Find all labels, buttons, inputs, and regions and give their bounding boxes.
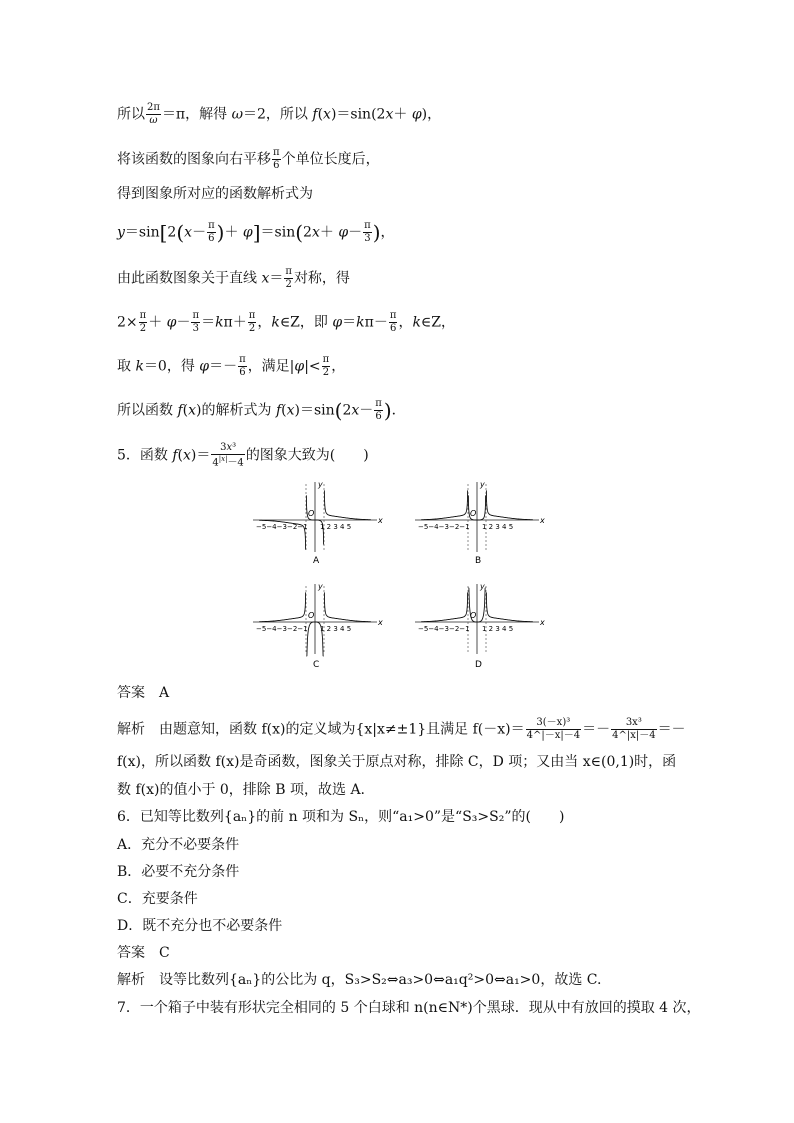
function-curve xyxy=(324,490,370,519)
origin-label: O xyxy=(308,611,315,620)
function-curve xyxy=(421,592,467,621)
x-axis-label: x xyxy=(378,618,383,627)
question-7: 7．一个箱子中装有形状完全相同的 5 个白球和 n(n∈N*)个黑球．现从中有放回的摸取 4 次， xyxy=(117,1000,701,1016)
graph-c xyxy=(253,582,383,670)
negative-tick-labels: −5−4−3−2−1 xyxy=(256,625,308,633)
x-axis-label: x xyxy=(540,618,545,627)
graph-d xyxy=(415,582,545,670)
function-curve xyxy=(421,490,467,519)
text-line-3: 得到图象所对应的函数解析式为 xyxy=(117,186,313,202)
y-axis-label: y xyxy=(480,480,485,489)
analysis-5-line-1: 解析 由题意知，函数 f(x)的定义域为{x|x≠±1}且满足 f(－x)＝ $\frac{\text{3(－x)³}}{4\^{}|-x|-4}$ ＝－ $\frac{\text{3x³}}{4\^{}|x|-4}$ ＝－ xyxy=(117,717,686,741)
origin-label: O xyxy=(308,509,315,518)
function-curve xyxy=(259,592,305,621)
choice-label: C xyxy=(313,660,320,670)
text-line-8: 所以函数 f(x)的解析式为 f(x)＝sin(2x－ $\frac{\pi}{6}$ )． xyxy=(117,398,406,423)
analysis-5-line-3: 数 f(x)的值小于 0，排除 B 项，故选 A. xyxy=(117,782,366,798)
choice-label: B xyxy=(475,556,482,566)
answer-5: 答案 A xyxy=(117,685,170,701)
text-line-6: 2× $\frac{\pi}{2}$ ＋ φ－ $\frac{\pi}{3}$ ＝kπ＋ $\frac{\pi}{2}$ ，k∈Z，即 φ＝kπ－ $\frac{\pi}{6}$ ，k∈Z， xyxy=(117,310,456,334)
origin-label: O xyxy=(470,611,477,620)
y-axis-label: y xyxy=(318,582,323,591)
answer-choice-graphs xyxy=(240,480,560,675)
text-line-2: 将该函数的图象向右平移 $\frac{\pi}{6}$ 个单位长度后， xyxy=(117,147,380,171)
text-line-5: 由此函数图象关于直线 x＝ $\frac{\pi}{2}$ 对称，得 xyxy=(117,266,350,290)
choice-label: A xyxy=(313,556,320,566)
positive-tick-labels: 1 2 3 4 5 xyxy=(482,625,514,633)
choice-label: D xyxy=(475,660,482,670)
negative-tick-labels: −5−4−3−2−1 xyxy=(256,523,308,531)
negative-tick-labels: −5−4−3−2−1 xyxy=(418,523,470,531)
option-6-a: A．充分不必要条件 xyxy=(117,837,240,853)
x-axis-label: x xyxy=(378,516,383,525)
positive-tick-labels: 1 2 3 4 5 xyxy=(320,625,352,633)
text-line-7: 取 k＝0，得 φ＝－ $\frac{\pi}{6}$ ，满足|φ|< $\frac{\pi}{2}$ ， xyxy=(117,354,346,378)
graph-b xyxy=(415,480,545,566)
text-line-1: 所以 $\frac{2\pi}{\omega}$ ＝π，解得 ω＝2，所以 f(x)＝sin(2x＋ φ)， xyxy=(117,102,442,126)
option-6-c: C．充要条件 xyxy=(117,891,198,907)
question-6: 6．已知等比数列{aₙ}的前 n 项和为 Sₙ，则“a₁>0”是“S₃>S₂”的( ) xyxy=(117,809,565,825)
function-curve xyxy=(486,490,532,519)
positive-tick-labels: 1 2 3 4 5 xyxy=(482,523,514,531)
analysis-6: 解析 设等比数列{aₙ}的公比为 q，S₃>S₂⇔a₃>0⇔a₁q²>0⇔a₁>0，故选 C. xyxy=(117,972,602,988)
x-axis-label: x xyxy=(540,516,545,525)
graph-a xyxy=(253,480,383,566)
function-curve xyxy=(486,592,532,621)
y-axis-label: y xyxy=(318,480,323,489)
option-6-b: B．必要不充分条件 xyxy=(117,864,240,880)
text-line-4: y＝sin[2(x－ $\frac{\pi}{6}$ )＋ φ]＝sin(2x＋ φ－ $\frac{\pi}{3}$ )， xyxy=(117,220,395,245)
option-6-d: D．既不充分也不必要条件 xyxy=(117,918,283,934)
analysis-5-line-2: f(x)，所以函数 f(x)是奇函数，图象关于原点对称，排除 C，D 项；又由当 x∈(0,1)时，函 xyxy=(117,754,677,770)
question-5: 5．函数 f(x)＝ $\frac{\text{3x³}}{4^{|x|}-4}$ 的图象大致为( ) xyxy=(117,442,369,469)
negative-tick-labels: −5−4−3−2−1 xyxy=(418,625,470,633)
answer-6: 答案 C xyxy=(117,945,170,961)
function-curve xyxy=(324,592,370,621)
y-axis-label: y xyxy=(480,582,485,591)
positive-tick-labels: 1 2 3 4 5 xyxy=(320,523,352,531)
origin-label: O xyxy=(470,509,477,518)
